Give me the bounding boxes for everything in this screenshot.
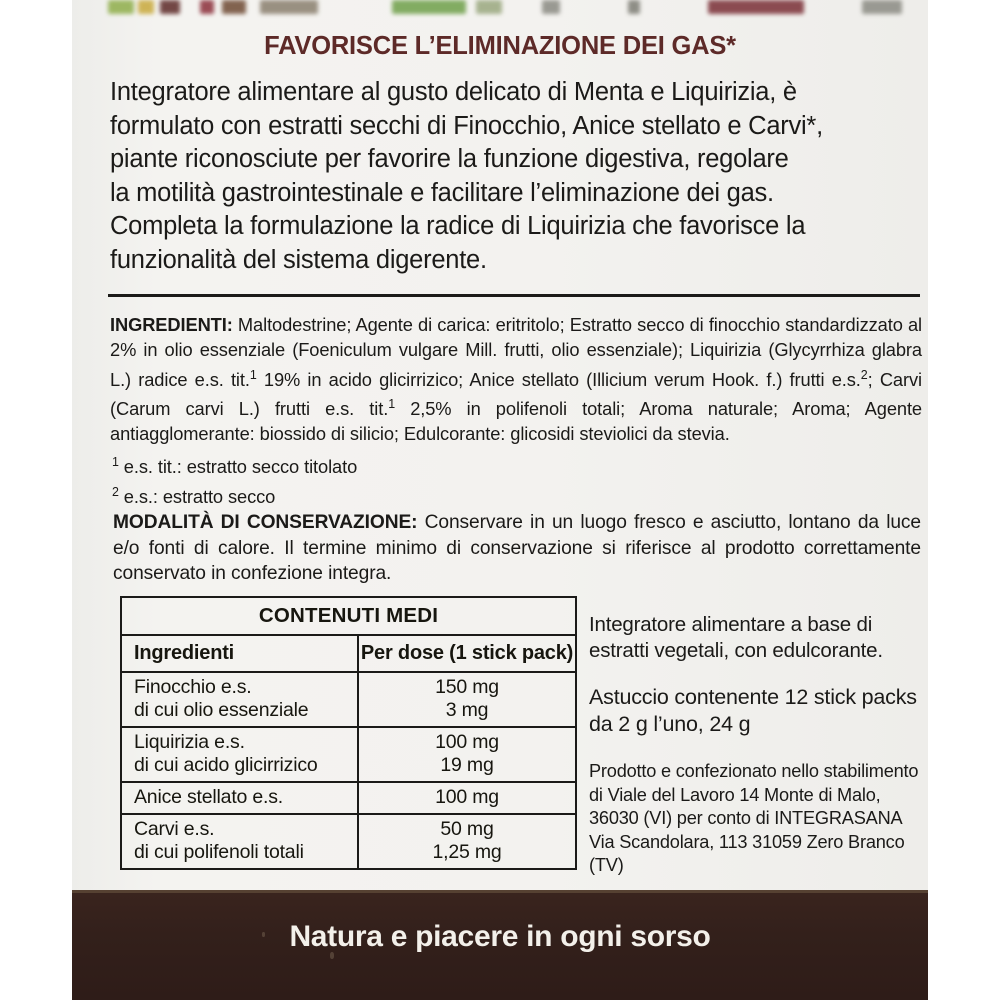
brand-slogan: Natura e piacere in ogni sorso	[289, 920, 711, 953]
table-row	[121, 814, 576, 869]
quantity-line: Astuccio contenente 12 stick packs	[589, 685, 917, 709]
decor-swatch	[542, 0, 560, 14]
ingredients-footnote-marker: 2	[860, 367, 868, 382]
decor-swatch	[260, 0, 318, 14]
storage-label: MODALITÀ DI CONSERVAZIONE:	[113, 512, 418, 533]
table-header-ingredients: Ingredienti	[121, 635, 358, 672]
table-cell-value	[358, 672, 576, 727]
intro-line: formulato con estratti secchi di Finocchio, Anice stellato e Carvi*,	[110, 111, 823, 140]
intro-line: Completa la formulazione la radice di Liquirizia che favorisce la	[110, 212, 806, 240]
table-row	[121, 672, 576, 727]
product-intro-text	[110, 76, 922, 277]
manufacturer-line: Via Scandolara, 113 31059 Zero Branco (TV)	[589, 831, 905, 875]
ingredient-name: Carvi e.s.	[134, 818, 215, 840]
ingredient-subname: di cui olio essenziale	[134, 699, 309, 721]
ingredient-value: 150 mg	[435, 676, 499, 698]
ingredient-value: 100 mg	[435, 731, 499, 753]
footnote-item	[112, 450, 924, 480]
ingredient-subname: di cui acido glicirrizico	[134, 754, 318, 776]
ingredients-footnote-marker: 1	[249, 367, 257, 382]
decor-swatch	[476, 0, 502, 14]
quantity-line: da 2 g l’uno, 24 g	[589, 712, 751, 736]
footnote-marker: 1	[112, 455, 119, 469]
ingredients-text: 2,5% in polifenoli totali; Aroma naturale; Aroma; Agente antiagglomerante: biossido di silicio; Edulcorante: glicosidi steviolici da stevia.	[110, 397, 922, 444]
ingredient-name: Finocchio e.s.	[134, 676, 252, 698]
nutrition-table-wrapper	[120, 596, 575, 870]
decor-swatch	[138, 0, 154, 14]
intro-line: funzionalità del sistema digerente.	[110, 245, 487, 274]
decor-swatch	[628, 0, 640, 14]
footnote-text: e.s. tit.: estratto secco titolato	[118, 456, 358, 478]
footnote-text: e.s.: estratto secco	[118, 485, 276, 507]
storage-text: Conservare in un luogo fresco e asciutto, lontano da luce e/o fonti di calore. Il termine minimo di conservazione si riferisce al prodotto correttamente conservato in confezione integra.	[113, 512, 921, 585]
decor-swatch	[222, 0, 246, 14]
footnotes-section	[112, 450, 924, 509]
product-description	[589, 612, 929, 664]
table-header-row	[121, 635, 576, 672]
manufacturer-line: Prodotto e confezionato nello stabilimento	[589, 761, 919, 781]
description-line: estratti vegetali, con edulcorante.	[589, 639, 883, 662]
average-contents-table	[120, 596, 577, 870]
page-title: FAVORISCE L’ELIMINAZIONE DEI GAS*	[264, 32, 736, 60]
manufacturer-line: di Viale del Lavoro 14 Monte di Malo,	[589, 784, 881, 805]
intro-line: piante riconosciute per favorire la funzione digestiva, regolare	[110, 145, 789, 173]
table-row	[121, 727, 576, 782]
intro-line: la motilità gastrointestinale e facilitare l’eliminazione dei gas.	[110, 178, 774, 207]
table-cell-ingredient	[121, 672, 358, 727]
decor-swatch	[862, 0, 902, 14]
description-line: Integratore alimentare a base di	[589, 613, 873, 636]
decor-swatch	[708, 0, 804, 14]
table-cell-value	[358, 814, 576, 869]
ingredient-value: 100 mg	[435, 786, 499, 808]
manufacturer-info	[589, 760, 929, 878]
decor-swatch	[392, 0, 466, 14]
package-quantity	[589, 684, 929, 738]
ingredients-label: INGREDIENTI:	[110, 314, 233, 335]
ingredients-section	[110, 312, 922, 446]
ingredient-subname: di cui polifenoli totali	[134, 841, 304, 863]
section-divider	[108, 294, 920, 297]
decor-swatch	[200, 0, 214, 14]
ingredients-text: ; Carvi (Carum carvi L.) frutti e.s. tit.	[110, 368, 922, 419]
right-info-column	[589, 612, 929, 878]
ingredient-value: 50 mg	[440, 818, 494, 840]
ingredient-subvalue: 3 mg	[445, 699, 489, 721]
storage-instructions-section	[113, 510, 921, 587]
ingredients-footnote-marker: 1	[388, 396, 396, 411]
table-cell-value	[358, 727, 576, 782]
bottom-brand-banner	[72, 890, 928, 1000]
manufacturer-line: 36030 (VI) per conto di INTEGRASANA	[589, 808, 903, 828]
footnote-item	[112, 480, 924, 510]
decor-swatch	[108, 0, 134, 14]
table-cell-ingredient	[121, 782, 358, 814]
ingredients-text: 19% in acido glicirrizico; Anice stellato (Illicium verum Hook. f.) frutti e.s.	[256, 368, 861, 390]
top-cutoff-graphics-strip	[72, 0, 928, 22]
ingredients-text: Maltodestrine; Agente di carica: eritritolo; Estratto secco di finocchio standardizzato al 2% in olio essenziale (Foeniculum vulgare Mill. frutti, olio essenziale); Liquirizia (Glycyrrhiza glabra L.) radice e.s. tit.	[110, 314, 922, 390]
decor-swatch	[160, 0, 180, 14]
table-cell-value	[358, 782, 576, 814]
table-header-per-dose: Per dose (1 stick pack)	[358, 635, 576, 672]
table-caption-row	[121, 597, 576, 635]
table-row	[121, 782, 576, 814]
ingredient-name: Anice stellato e.s.	[134, 786, 284, 808]
intro-line: Integratore alimentare al gusto delicato di Menta e Liquirizia, è	[110, 78, 797, 106]
table-caption: CONTENUTI MEDI	[121, 597, 576, 635]
ingredient-subvalue: 1,25 mg	[432, 841, 502, 863]
ingredient-name: Liquirizia e.s.	[134, 731, 245, 753]
footnote-marker: 2	[112, 484, 119, 499]
table-cell-ingredient	[121, 814, 358, 869]
ingredient-subvalue: 19 mg	[440, 754, 494, 776]
table-cell-ingredient	[121, 727, 358, 782]
